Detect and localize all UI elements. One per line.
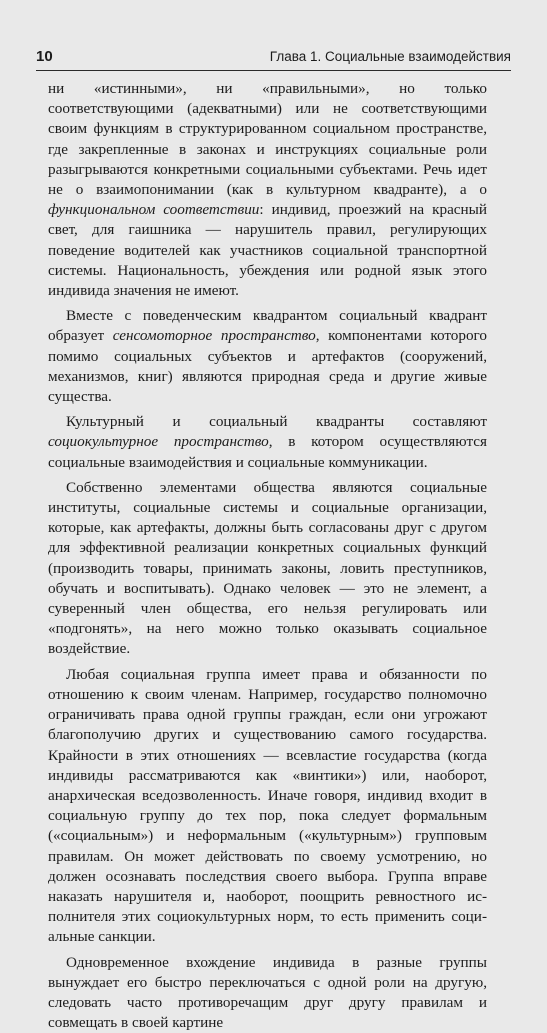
paragraph-6	[48, 953, 487, 1033]
text-run: , в котором осуществляются социальные взаимодействия и социальные коммуникации.	[48, 433, 487, 471]
text-run: , компонентами которого помимо социальных субъектов и артефактов (сооружений, механизмов, книг) являются природная среда и другие живые существа.	[48, 327, 487, 406]
italic-term: функциональном соответствии	[48, 201, 260, 219]
paragraph-4	[48, 478, 487, 660]
paragraph-5	[48, 665, 487, 948]
paragraph-2	[48, 306, 487, 407]
text-run: Любая социальная группа имеет права и обязанности по отношению к своим членам. Например, государство полномочно ограничивать права одной группы граждан, если они угрожают благополучию других и существованию самого государства. Крайности в этих отношениях — всевластие государства (когда индивиды рассматриваются как «винтики») или, наоборот, анархическая вседозволенность. Иначе говоря, индивид входит в социальную группу до тех пор, пока следует формальным («социальным») и неформальным («культурным») групповым правилам. Он может действовать по своему усмотрению, но должен осознавать последствия своего выбора. Группа вправе наказать нарушителя и, наоборот, поощрить ревностного исполнителя этих социокультурных норм, то есть применить социальные санкции.	[48, 665, 487, 946]
paragraph-1	[48, 79, 487, 301]
text-run: : индивид, проезжий на красный свет, для гаишника — нарушитель правил, регулирующих поведение водителей как участников социальной транспортной системы. Национальность, убеждения или родной язык этого индивида значения не имеют.	[48, 201, 488, 300]
chapter-title: Глава 1. Социальные взаимодействия	[269, 49, 511, 64]
text-run: Одновременное вхождение индивида в разные группы вынуждает его быстро переключаться с одной роли на другую, следовать часто противоречащим друг другу правилам и совмещать в своей картине	[48, 953, 487, 1032]
text-run: Вместе с поведенческим квадрантом социальный квадрант образует	[48, 307, 487, 345]
page-body-text	[48, 79, 487, 1033]
running-header	[36, 46, 511, 71]
italic-term: сенсомоторное пространство	[112, 327, 316, 345]
text-run: ни «истинными», ни «правильными», но только соответствующими (адекватными) или не соответствующими своим функциям в структурированном социальном пространстве, где закрепленные в законах и инструкциях социальные роли разыгрываются конкретными социальными субъектами. Речь идет не о взаимопонимании (как в культурном квадранте), а о	[48, 80, 487, 199]
text-run: Собственно элементами общества являются социальные институты, социальные системы и социальные организации, которые, как артефакты, должны быть согласованы друг с другом для эффективной реализации конкретных социальных функций (производить товары, принимать законы, ловить преступников, обучать и воспитывать). Однако человек — это не элемент, а суверенный член общества, его нельзя регулировать или «подгонять», на него можно только оказывать социальное воздействие.	[48, 478, 487, 658]
paragraph-3	[48, 412, 487, 473]
italic-term: социокультурное пространство	[48, 433, 269, 451]
text-run: Культурный и социальный квадранты составляют	[66, 413, 487, 431]
page-number: 10	[36, 48, 53, 65]
